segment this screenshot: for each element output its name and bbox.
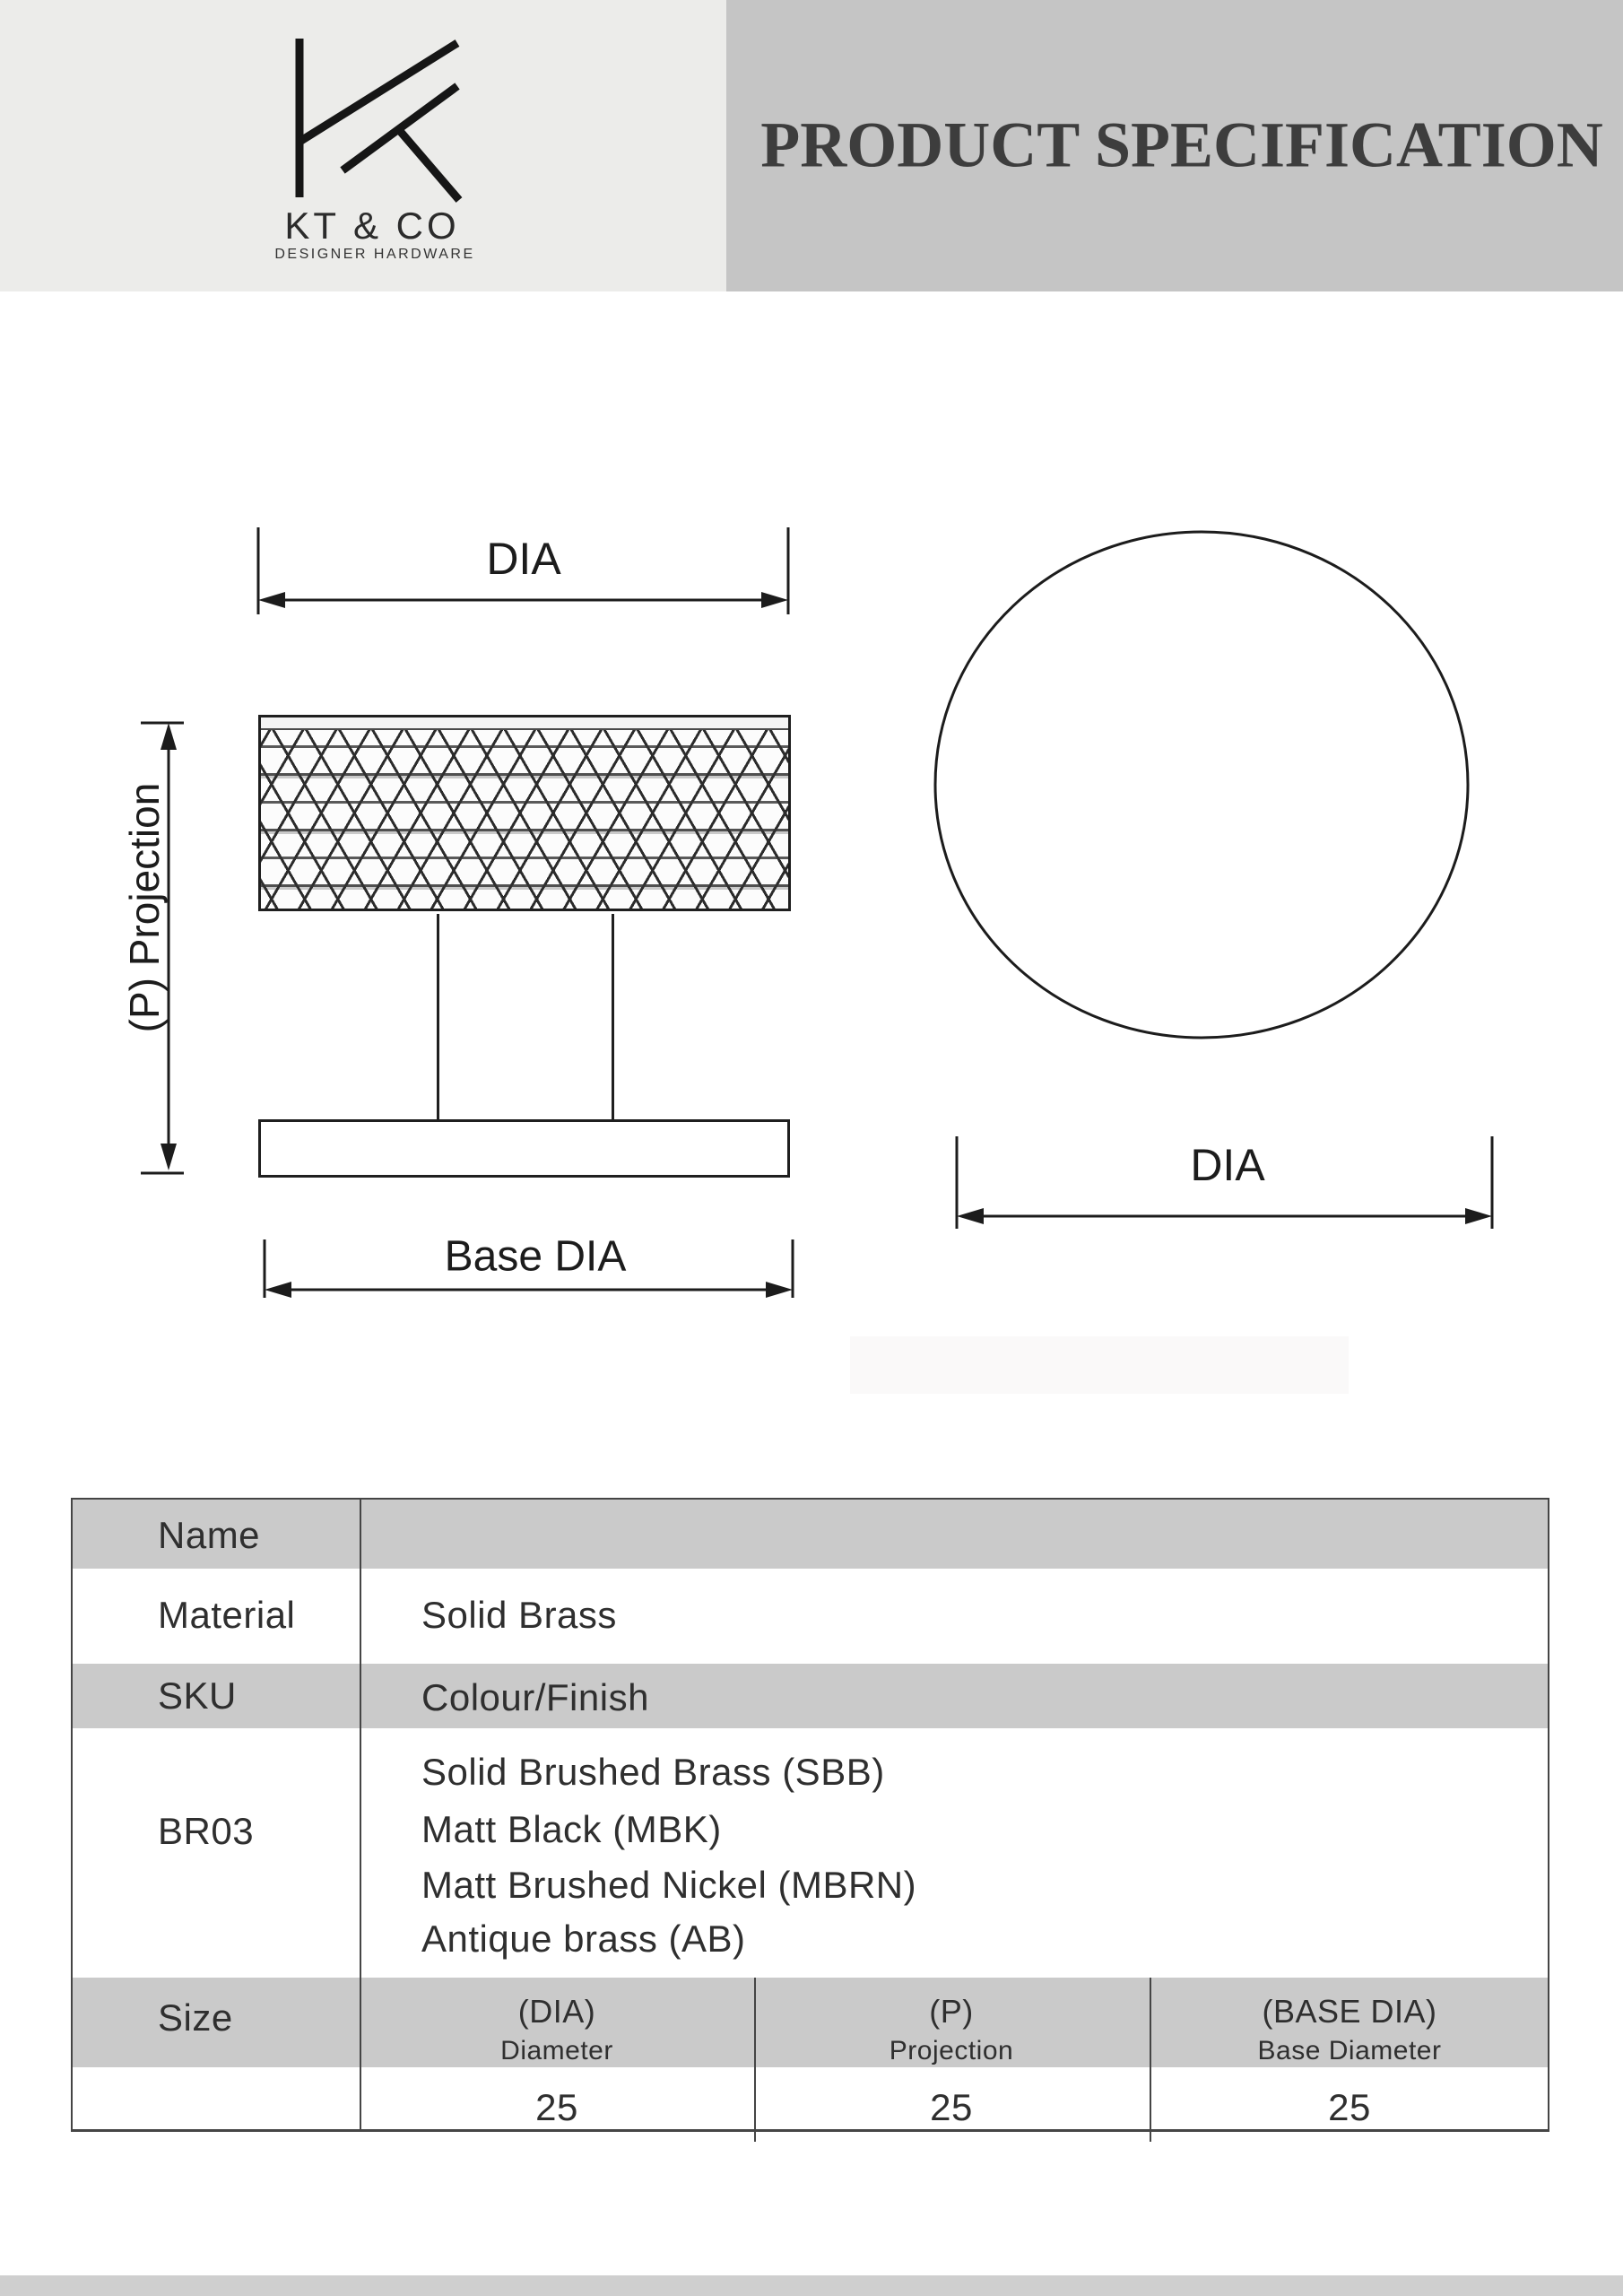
size-value-basedia: 25 [1328, 2086, 1371, 2128]
page-title: PRODUCT SPECIFICATION [760, 109, 1603, 181]
kt-monogram-icon [287, 34, 466, 204]
row-value-material: Solid Brass [421, 1594, 617, 1636]
top-view-circle [935, 532, 1468, 1038]
dim-label-base-dia: Base DIA [444, 1232, 627, 1281]
row-label-name: Name [158, 1514, 261, 1556]
scan-artifact [850, 1336, 1349, 1394]
sku-code: BR03 [158, 1810, 255, 1852]
size-value-dia: 25 [535, 2086, 578, 2128]
knob-stem [437, 914, 614, 1119]
brand-tagline: DESIGNER HARDWARE [274, 247, 475, 262]
row-label-material: Material [158, 1594, 296, 1636]
finish-option: Matt Brushed Nickel (MBRN) [421, 1864, 917, 1906]
knob-knurled-head [258, 715, 791, 911]
finish-option: Matt Black (MBK) [421, 1808, 722, 1850]
size-col-header-basedia-name: Base Diameter [1257, 2036, 1442, 2066]
dim-label-dia-top: DIA [1190, 1140, 1265, 1190]
table-column-divider-2 [754, 1978, 756, 2142]
table-column-divider-3 [1150, 1978, 1151, 2142]
dim-label-dia-side: DIA [486, 534, 561, 584]
row-label-sku: SKU [158, 1674, 237, 1717]
footer-strip [0, 2275, 1623, 2296]
knob-top-chamfer [261, 718, 788, 730]
size-col-header-p-code: (P) [929, 1993, 974, 2030]
dimension-arrowheads [161, 592, 1492, 1298]
dimension-lines [141, 527, 1492, 1298]
size-col-header-dia-name: Diameter [500, 2036, 613, 2066]
size-col-header-p-name: Projection [889, 2036, 1014, 2066]
row-label-size: Size [158, 1996, 233, 2039]
finish-option: Antique brass (AB) [421, 1918, 746, 1960]
size-col-header-dia-code: (DIA) [517, 1993, 596, 2030]
knob-base-plate [258, 1119, 790, 1178]
finish-option: Solid Brushed Brass (SBB) [421, 1751, 885, 1793]
finish-column-header: Colour/Finish [421, 1676, 649, 1718]
size-value-p: 25 [930, 2086, 973, 2128]
table-column-divider-1 [360, 1498, 361, 2132]
dim-label-projection: (P) Projection [121, 782, 168, 1033]
brand-name: KT & CO [284, 204, 460, 247]
size-col-header-basedia-code: (BASE DIA) [1262, 1993, 1437, 2030]
